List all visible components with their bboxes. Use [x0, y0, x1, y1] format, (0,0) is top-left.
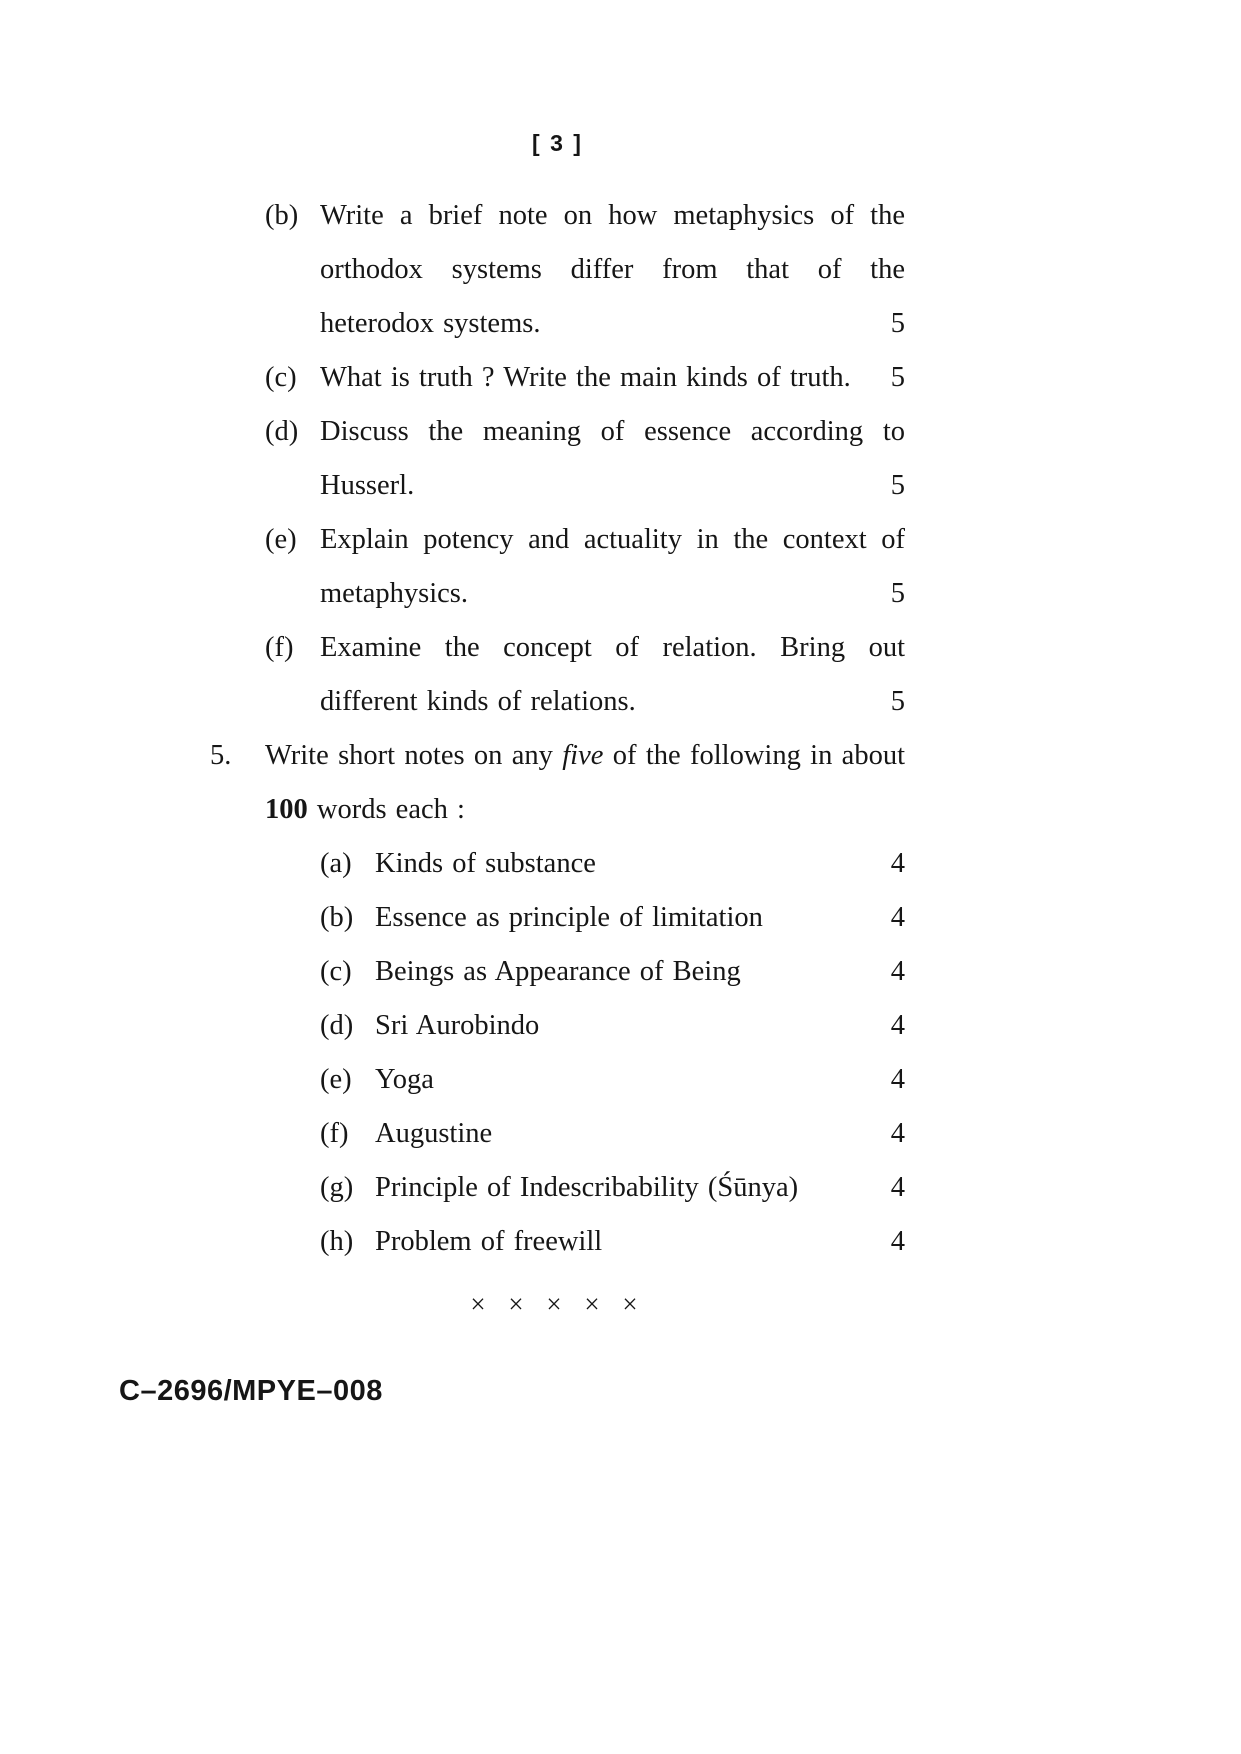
part-text: Explain potency and actuality in the context of metaphysics. — [320, 524, 905, 609]
item-marks: 4 — [890, 1064, 905, 1095]
note-item-a — [320, 837, 905, 891]
item-marks: 4 — [890, 848, 905, 879]
part-marks: 5 — [890, 578, 905, 609]
question-number: 5. — [210, 740, 232, 771]
question-intro — [265, 729, 905, 837]
item-text: Augustine — [375, 1118, 493, 1149]
item-text: Problem of freewill — [375, 1226, 603, 1257]
part-label: (e) — [265, 524, 297, 555]
part-text-block — [320, 189, 905, 351]
item-label: (e) — [320, 1064, 352, 1095]
item-marks: 4 — [890, 1172, 905, 1203]
note-item-e — [320, 1053, 905, 1107]
item-label: (c) — [320, 956, 352, 987]
question-part-d — [265, 405, 905, 513]
note-item-c — [320, 945, 905, 999]
intro-text: words each : — [307, 794, 465, 825]
end-of-paper-marks: × × × × × — [470, 1289, 645, 1319]
item-marks: 4 — [890, 1118, 905, 1149]
part-text-block — [320, 405, 905, 513]
note-item-d — [320, 999, 905, 1053]
part-marks: 5 — [890, 470, 905, 501]
question-part-e — [265, 513, 905, 621]
part-text: What is truth ? Write the main kinds of truth. — [320, 362, 851, 393]
item-text: Kinds of substance — [375, 848, 596, 879]
item-label: (f) — [320, 1118, 349, 1149]
item-label: (h) — [320, 1226, 354, 1257]
part-label: (c) — [265, 362, 297, 393]
paper-code-footer: C–2696/MPYE–008 — [119, 1375, 383, 1407]
note-item-b — [320, 891, 905, 945]
question-content — [210, 189, 905, 1331]
part-label: (f) — [265, 632, 294, 663]
part-text-block — [320, 513, 905, 621]
part-text-block — [320, 351, 905, 405]
item-marks: 4 — [890, 956, 905, 987]
page-number: [ 3 ] — [532, 130, 583, 156]
part-text: Write a brief note on how metaphysics of the orthodox systems differ from that of the heterodox systems. — [320, 200, 905, 339]
intro-italic-word: five — [562, 740, 604, 771]
part-text: Discuss the meaning of essence according to Husserl. — [320, 416, 905, 501]
note-item-h — [320, 1215, 905, 1269]
item-label: (b) — [320, 902, 354, 933]
note-item-f — [320, 1107, 905, 1161]
intro-text: of the following in about — [603, 740, 905, 771]
item-text: Yoga — [375, 1064, 434, 1095]
intro-text: Write short notes on any — [265, 740, 563, 771]
part-marks: 5 — [890, 686, 905, 717]
item-text: Sri Aurobindo — [375, 1010, 540, 1041]
part-marks: 5 — [890, 362, 905, 393]
item-text: Essence as principle of limitation — [375, 902, 763, 933]
part-marks: 5 — [890, 308, 905, 339]
part-text-block — [320, 621, 905, 729]
item-text: Beings as Appearance of Being — [375, 956, 741, 987]
item-label: (a) — [320, 848, 352, 879]
item-label: (g) — [320, 1172, 354, 1203]
intro-bold-number: 100 — [265, 794, 308, 825]
part-label: (d) — [265, 416, 299, 447]
part-text: Examine the concept of relation. Bring out different kinds of relations. — [320, 632, 905, 717]
question-5-heading — [210, 729, 905, 837]
item-label: (d) — [320, 1010, 354, 1041]
part-label: (b) — [265, 200, 299, 231]
item-text: Principle of Indescribability (Śūnya) — [375, 1172, 799, 1203]
note-item-g — [320, 1161, 905, 1215]
item-marks: 4 — [890, 1226, 905, 1257]
question-part-c — [265, 351, 905, 405]
item-marks: 4 — [890, 1010, 905, 1041]
item-marks: 4 — [890, 902, 905, 933]
question-part-b — [265, 189, 905, 351]
question-part-f — [265, 621, 905, 729]
